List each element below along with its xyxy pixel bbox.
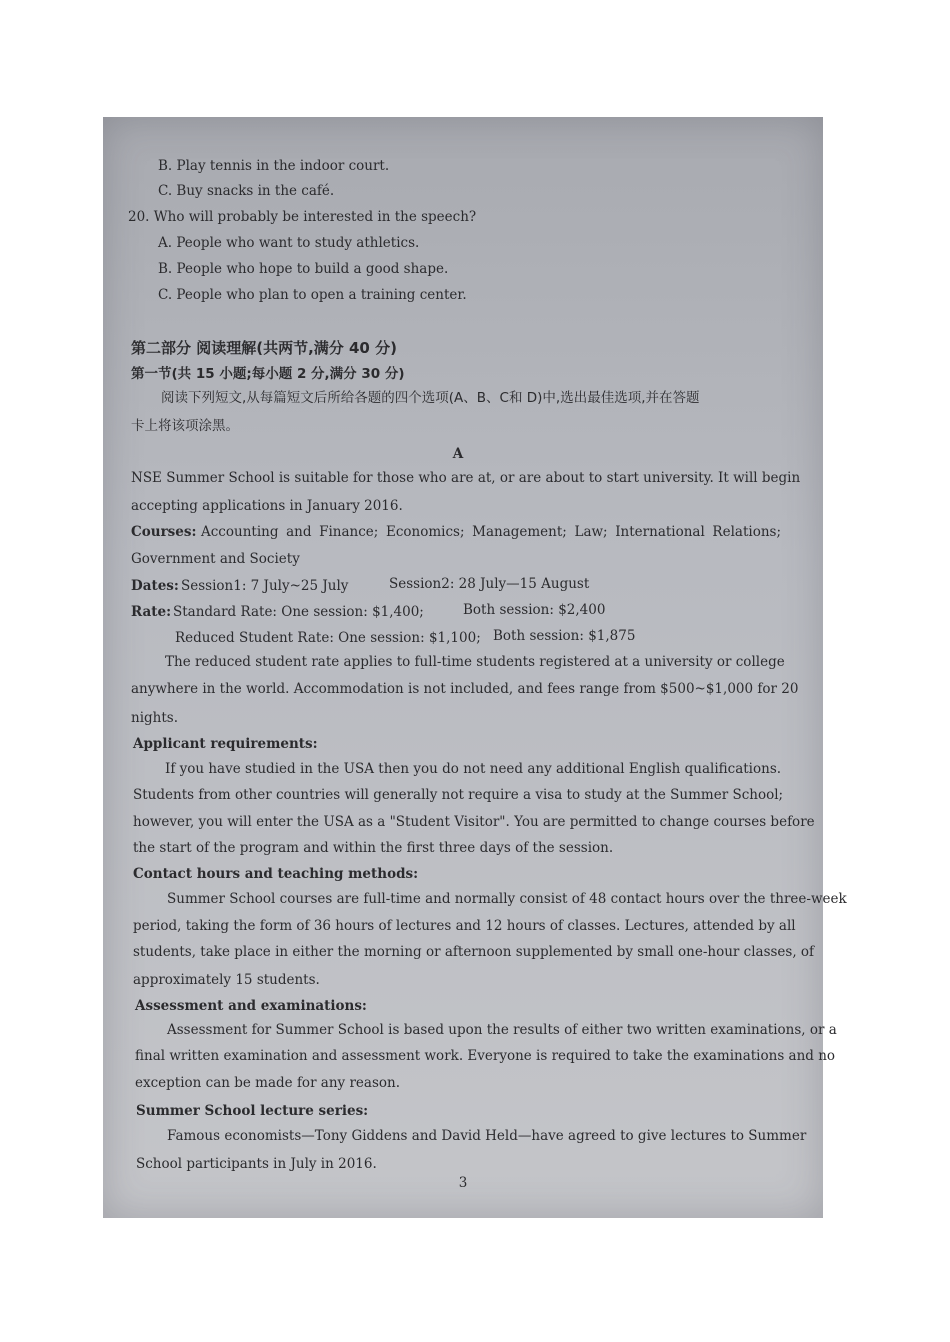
lecture-line-1: Famous economists—Tony Giddens and David Held—have agreed to give lectures to Summer [167,1128,807,1144]
applicant-line-2: Students from other countries will generally not require a visa to study at the Summer School; [133,787,784,803]
exam-page [103,117,847,1218]
reduced-line-2: anywhere in the world. Accommodation is not included, and fees range from $500~$1,000 for 20 [131,681,799,697]
intro-line-2: accepting applications in January 2016. [131,498,403,514]
lecture-heading: Summer School lecture series: [136,1103,369,1119]
assessment-heading: Assessment and examinations: [135,998,367,1014]
section1-heading: 第一节(共 15 小题;每小题 2 分,满分 30 分) [131,366,405,382]
q20-option-b: B. People who hope to build a good shape. [158,261,449,277]
q20-option-a: A. People who want to study athletics. [158,235,420,251]
dates-label: Dates: [131,578,179,594]
part2-heading: 第二部分 阅读理解(共两节,满分 40 分) [131,339,397,357]
dates-session2: Session2: 28 July—15 August [389,576,590,592]
contact-heading: Contact hours and teaching methods: [133,866,419,882]
assessment-line-1: Assessment for Summer School is based upon the results of either two written examinations, or a [167,1022,837,1038]
contact-line-2: period, taking the form of 36 hours of lectures and 12 hours of classes. Lectures, attended by all [133,918,796,934]
q19-option-c: C. Buy snacks in the café. [158,183,335,199]
q19-option-b: B. Play tennis in the indoor court. [158,158,390,174]
reduced-line-1: The reduced student rate applies to full-time students registered at a university or college [165,654,785,670]
dates-session1: Session1: 7 July~25 July [181,578,349,594]
courses-line-1: Accounting and Finance; Economics; Management; Law; International Relations; [201,524,781,540]
rate-standard-both: Both session: $2,400 [463,602,606,618]
assessment-line-3: exception can be made for any reason. [135,1075,401,1091]
passage-letter: A [452,446,464,462]
rate-standard-one: Standard Rate: One session: $1,400; [173,604,424,620]
page-number: 3 [458,1175,468,1191]
contact-line-3: students, take place in either the morning or afternoon supplemented by small one-hour classes, of [133,944,815,960]
reduced-line-3: nights. [131,710,178,726]
assessment-line-2: final written examination and assessment work. Everyone is required to take the examinations and no [135,1048,836,1064]
courses-line-2: Government and Society [131,551,300,567]
rate-label: Rate: [131,604,172,620]
rate-reduced-both: Both session: $1,875 [493,628,636,644]
instructions-line-2: 卡上将该项涂黑。 [131,418,239,434]
contact-line-1: Summer School courses are full-time and normally consist of 48 contact hours over the three-week [167,891,847,907]
lecture-line-2: School participants in July in 2016. [136,1156,377,1172]
intro-line-1: NSE Summer School is suitable for those who are at, or are about to start university. It will begin [131,470,801,486]
applicant-line-4: the start of the program and within the first three days of the session. [133,840,614,856]
instructions-line-1: 阅读下列短文,从每篇短文后所给各题的四个选项(A、B、C和 D)中,选出最佳选项,并在答题 [161,390,700,406]
rate-reduced-one: Reduced Student Rate: One session: $1,100; [175,630,481,646]
contact-line-4: approximately 15 students. [133,972,320,988]
q20-option-c: C. People who plan to open a training center. [158,287,467,303]
courses-label: Courses: [131,524,197,540]
applicant-line-1: If you have studied in the USA then you do not need any additional English qualifications. [165,761,782,777]
applicant-heading: Applicant requirements: [133,736,318,752]
applicant-line-3: however, you will enter the USA as a "Student Visitor". You are permitted to change courses before [133,814,815,830]
q20-question: 20. Who will probably be interested in the speech? [128,209,477,225]
